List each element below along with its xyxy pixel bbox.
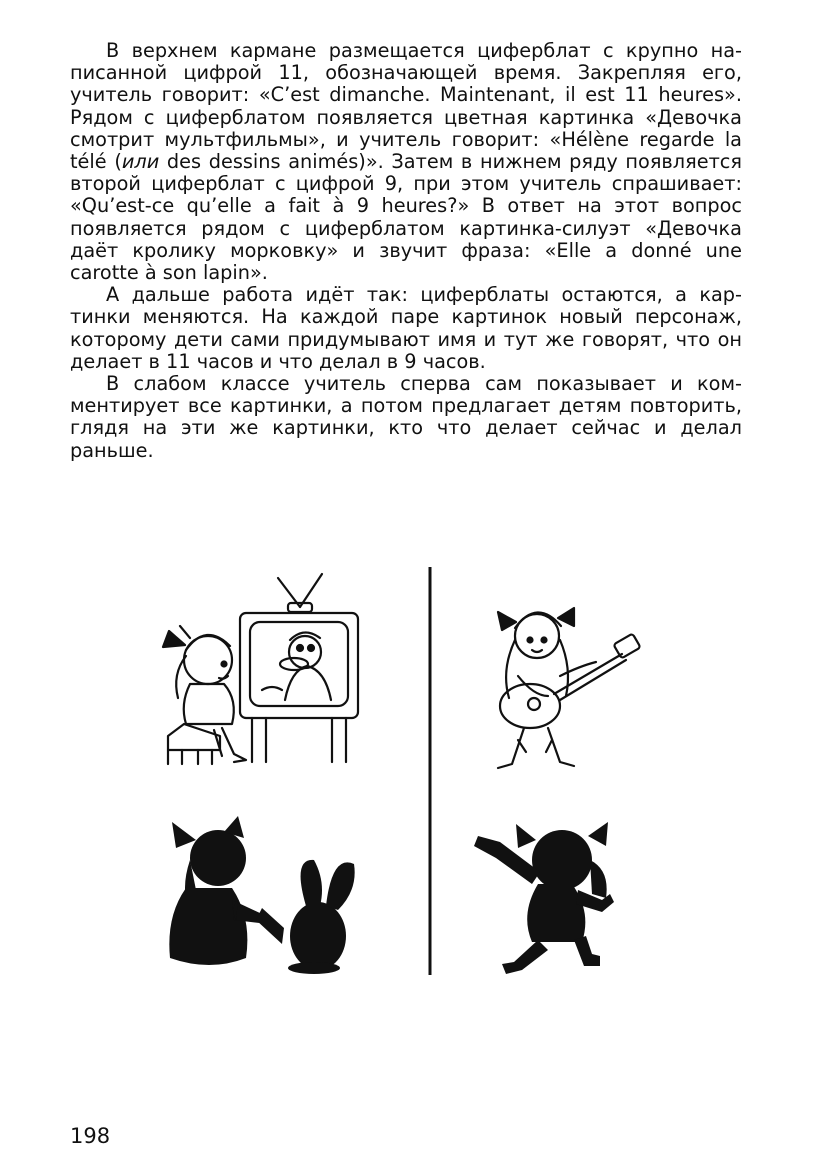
paragraph-text: В слабом классе учитель сперва сам показывает и комментирует все картинки, а потом предлагает детям повторить, глядя на эти же картинки, кто что делает сейчас и делал раньше. [70,372,742,462]
dancing-figure-silhouette [474,822,614,974]
paragraph-text: А дальше работа идёт так: циферблаты остаются, а картинки меняются. На каждой паре картинок новый персонаж, которому дети сами придумывают имя и тут же говорят, что он делает в 11 часов и что делал в 9 часов. [70,283,742,373]
girl-giving-carrot-to-rabbit-silhouette [169,816,354,974]
paragraph-text: des dessins animés)». Затем в нижнем ряду появляется второй циферблат с цифрой 9, при этом учитель спрашивает: «Qu’est-ce qu’elle a fait à 9 heures?» В ответ на этот вопрос появляется рядом с циферблатом картинка-силуэт «Девочка даёт кролику морковку» и звучит фраза: «Elle a donné une carotte à son lapin». [70,150,742,285]
paragraph-text: В верхнем кармане размещается циферблат с крупно написанной цифрой 11, обозначающей время. Закрепляя его, учитель говорит: «C’est dimanche. Maintenant, il est 11 heures». Рядом с циферблатом появляется цветная картинка «Девочка смотрит мультфильмы», и учитель говорит: «Hélène regarde la télé ( [70,39,742,174]
page-number: 198 [70,1124,111,1148]
girl-watching-tv-icon [163,574,358,764]
girl-playing-guitar-icon [498,608,641,768]
italic-word: или [121,150,160,174]
